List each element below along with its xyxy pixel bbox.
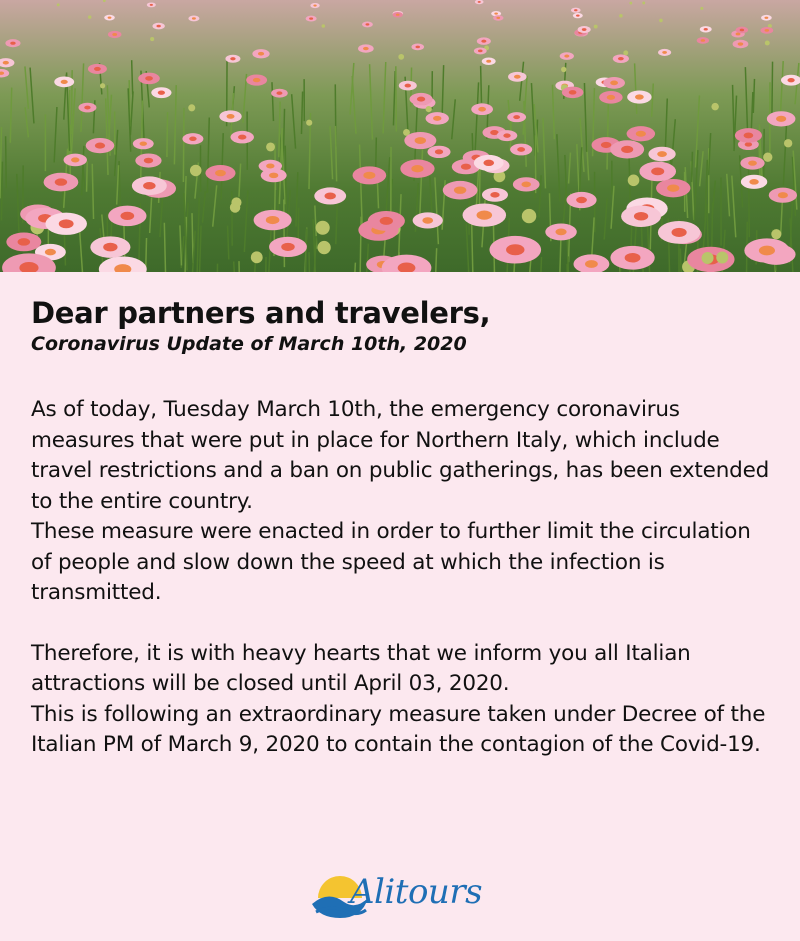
logo-wordmark: Alitours	[350, 872, 483, 912]
daisy-field-banner-image	[0, 0, 800, 272]
letter-title: Dear partners and travelers,	[31, 296, 491, 330]
alitours-logo	[310, 868, 495, 926]
paragraph-attractions-closed: Therefore, it is with heavy hearts that we inform you all Italian attractions will be closed until April 03, 2020.	[31, 640, 691, 696]
paragraph-measure-purpose: These measure were enacted in order to further limit the circulation of people and slow down the speed at which the infection is transmitted.	[31, 519, 751, 605]
paragraph-decree: This is following an extraordinary measure taken under Decree of the Italian PM of March 9, 2020 to contain the contagion of the Covid-19.	[31, 701, 766, 757]
letter-content	[31, 295, 776, 761]
letter-subtitle: Coronavirus Update of March 10th, 2020	[31, 333, 467, 355]
paragraph-emergency-measures: As of today, Tuesday March 10th, the emergency coronavirus measures that were put in place for Northern Italy, which include travel restrictions and a ban on public gatherings, has been extended to the entire country.	[31, 397, 770, 514]
flower-field-illustration	[0, 0, 800, 272]
